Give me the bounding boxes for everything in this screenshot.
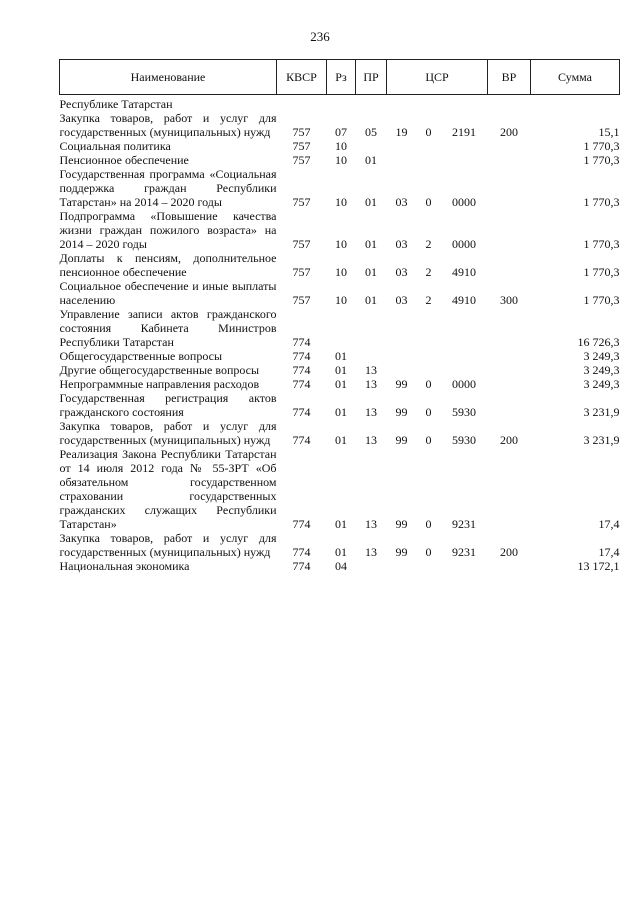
cell-csr-direction	[441, 139, 488, 153]
cell-pr: 13	[365, 377, 377, 391]
cell-pr	[356, 559, 387, 573]
cell-sum: 1 770,3	[583, 293, 620, 307]
page-number: 236	[310, 29, 330, 44]
header-rz: Рз	[327, 60, 356, 95]
header-kvsr: КВСР	[277, 60, 327, 95]
cell-vr	[488, 307, 531, 349]
cell-csr-direction: 0000	[452, 237, 476, 251]
cell-vr	[488, 167, 531, 209]
cell-pr	[356, 349, 387, 363]
cell-kvsr: 757	[292, 125, 311, 139]
cell-pr	[356, 139, 387, 153]
table-row	[60, 447, 620, 531]
cell-sum: 17,4	[598, 545, 620, 559]
cell-csr-subprogram: 0	[425, 433, 432, 447]
cell-csr-program	[387, 95, 417, 112]
cell-kvsr: 757	[292, 237, 311, 251]
cell-csr-subprogram	[417, 307, 441, 349]
cell-kvsr: 774	[292, 433, 311, 447]
table-row	[60, 279, 620, 307]
table-row	[60, 349, 620, 363]
cell-pr: 01	[365, 153, 377, 167]
cell-csr-program: 99	[395, 433, 408, 447]
cell-kvsr: 774	[292, 559, 311, 573]
cell-csr-subprogram: 2	[425, 265, 432, 279]
cell-rz	[327, 95, 356, 112]
cell-csr-subprogram: 0	[425, 405, 432, 419]
cell-vr: 200	[500, 545, 519, 559]
cell-pr: 01	[365, 265, 377, 279]
cell-csr-program	[387, 559, 417, 573]
cell-name: Республике Татарстан	[59, 97, 173, 111]
cell-name: Управление записи актов гражданского состояния Кабинета Министров Республики Татарстан	[59, 307, 277, 349]
cell-name: Государственная регистрация актов гражданского состояния	[59, 391, 277, 419]
cell-pr: 13	[365, 517, 377, 531]
table-row	[60, 251, 620, 279]
table-row	[60, 209, 620, 251]
cell-csr-subprogram: 0	[425, 545, 432, 559]
cell-vr	[488, 559, 531, 573]
cell-csr-subprogram: 0	[425, 195, 432, 209]
cell-csr-direction: 2191	[452, 125, 476, 139]
cell-csr-direction	[441, 95, 488, 112]
table-row	[60, 307, 620, 349]
cell-vr	[488, 363, 531, 377]
header-name: Наименование	[60, 60, 277, 95]
cell-csr-program	[387, 307, 417, 349]
cell-kvsr: 774	[292, 363, 311, 377]
cell-pr: 13	[365, 545, 377, 559]
cell-csr-direction: 9231	[452, 545, 476, 559]
cell-csr-program	[387, 349, 417, 363]
cell-csr-subprogram: 0	[425, 377, 432, 391]
cell-csr-subprogram	[417, 363, 441, 377]
header-sum: Сумма	[531, 60, 620, 95]
cell-name: Подпрограмма «Повышение качества жизни граждан пожилого возраста» на 2014 – 2020 годы	[59, 209, 277, 251]
cell-csr-direction: 0000	[452, 195, 476, 209]
cell-sum: 1 770,3	[583, 195, 620, 209]
cell-vr	[488, 391, 531, 419]
cell-pr: 13	[365, 433, 377, 447]
cell-kvsr: 757	[292, 293, 311, 307]
cell-name: Непрограммные направления расходов	[59, 377, 260, 391]
cell-sum: 15,1	[598, 125, 620, 139]
cell-csr-program: 99	[395, 545, 408, 559]
table-row	[60, 559, 620, 573]
cell-sum: 13 172,1	[577, 559, 620, 573]
cell-kvsr: 774	[292, 349, 311, 363]
cell-csr-subprogram	[417, 95, 441, 112]
cell-rz: 01	[335, 433, 347, 447]
cell-name: Социальное обеспечение и иные выплаты населению	[59, 279, 277, 307]
cell-vr: 200	[500, 125, 519, 139]
cell-name: Закупка товаров, работ и услуг для государственных (муниципальных) нужд	[59, 419, 277, 447]
cell-name: Национальная экономика	[59, 559, 190, 573]
cell-kvsr: 774	[292, 517, 311, 531]
cell-rz: 07	[335, 125, 347, 139]
cell-csr-subprogram: 0	[425, 517, 432, 531]
cell-csr-program	[387, 363, 417, 377]
cell-sum: 16 726,3	[577, 335, 620, 349]
cell-csr-direction: 9231	[452, 517, 476, 531]
cell-csr-subprogram: 0	[425, 125, 432, 139]
cell-csr-program	[387, 139, 417, 153]
cell-kvsr	[277, 95, 327, 112]
budget-table	[59, 59, 620, 573]
cell-rz: 01	[335, 363, 347, 377]
cell-csr-subprogram	[417, 559, 441, 573]
cell-pr: 13	[365, 363, 377, 377]
cell-rz	[327, 307, 356, 349]
cell-sum: 3 249,3	[583, 363, 620, 377]
cell-sum: 3 231,9	[583, 405, 620, 419]
cell-kvsr: 757	[292, 153, 311, 167]
cell-csr-program: 99	[395, 517, 408, 531]
table-row	[60, 153, 620, 167]
cell-kvsr: 757	[292, 139, 311, 153]
cell-vr	[488, 349, 531, 363]
cell-sum: 17,4	[598, 517, 620, 531]
cell-csr-direction	[441, 349, 488, 363]
cell-sum	[531, 95, 620, 112]
cell-csr-direction: 0000	[452, 377, 476, 391]
cell-csr-subprogram	[417, 153, 441, 167]
cell-name: Пенсионное обеспечение	[59, 153, 189, 167]
cell-rz: 01	[335, 377, 347, 391]
cell-csr-program: 03	[395, 237, 408, 251]
cell-vr: 300	[500, 293, 519, 307]
cell-csr-direction	[441, 153, 488, 167]
cell-csr-subprogram: 2	[425, 293, 432, 307]
cell-rz: 01	[335, 405, 347, 419]
cell-name: Общегосударственные вопросы	[59, 349, 223, 363]
cell-rz: 10	[335, 139, 347, 153]
cell-rz: 01	[335, 545, 347, 559]
cell-csr-program	[387, 153, 417, 167]
table-row	[60, 139, 620, 153]
header-pr: ПР	[356, 60, 387, 95]
cell-csr-direction	[441, 559, 488, 573]
cell-rz: 01	[335, 349, 347, 363]
cell-sum: 3 249,3	[583, 349, 620, 363]
cell-name: Социальная политика	[59, 139, 171, 153]
cell-vr	[488, 209, 531, 251]
cell-name: Реализация Закона Республики Татарстан от 14 июля 2012 года № 55-ЗРТ «Об обязательном государственном страховании государственных гражданских служащих Республики Татарстан»	[59, 447, 277, 531]
cell-pr: 05	[365, 125, 377, 139]
cell-name: Государственная программа «Социальная поддержка граждан Республики Татарстан» на 2014 – 2020 годы	[59, 167, 277, 209]
cell-kvsr: 757	[292, 195, 311, 209]
cell-csr-program: 03	[395, 293, 408, 307]
cell-csr-direction	[441, 307, 488, 349]
header-vr: ВР	[488, 60, 531, 95]
cell-name: Доплаты к пенсиям, дополнительное пенсионное обеспечение	[59, 251, 277, 279]
cell-csr-program: 03	[395, 195, 408, 209]
cell-sum: 1 770,3	[583, 153, 620, 167]
cell-kvsr: 774	[292, 377, 311, 391]
cell-pr: 01	[365, 195, 377, 209]
cell-vr	[488, 139, 531, 153]
cell-sum: 3 231,9	[583, 433, 620, 447]
cell-rz: 10	[335, 153, 347, 167]
cell-rz: 10	[335, 265, 347, 279]
table-row	[60, 391, 620, 419]
cell-vr	[488, 447, 531, 531]
cell-rz: 01	[335, 517, 347, 531]
cell-sum: 1 770,3	[583, 237, 620, 251]
cell-csr-direction: 4910	[452, 293, 476, 307]
cell-kvsr: 774	[292, 545, 311, 559]
cell-vr	[488, 377, 531, 391]
cell-csr-subprogram	[417, 349, 441, 363]
cell-name: Другие общегосударственные вопросы	[59, 363, 260, 377]
cell-sum: 3 249,3	[583, 377, 620, 391]
cell-rz: 04	[335, 559, 347, 573]
cell-vr	[488, 251, 531, 279]
cell-pr: 13	[365, 405, 377, 419]
cell-csr-direction	[441, 363, 488, 377]
cell-csr-direction: 4910	[452, 265, 476, 279]
header-csr: ЦСР	[387, 60, 488, 95]
cell-csr-direction: 5930	[452, 405, 476, 419]
cell-pr: 01	[365, 237, 377, 251]
table-row	[60, 167, 620, 209]
table-row	[60, 531, 620, 559]
cell-sum: 1 770,3	[583, 139, 620, 153]
cell-rz: 10	[335, 195, 347, 209]
cell-kvsr: 774	[292, 335, 311, 349]
cell-vr	[488, 153, 531, 167]
table-row	[60, 377, 620, 391]
table-header-row	[60, 60, 620, 95]
cell-vr	[488, 95, 531, 112]
cell-csr-program: 19	[395, 125, 408, 139]
cell-rz: 10	[335, 237, 347, 251]
cell-name: Закупка товаров, работ и услуг для государственных (муниципальных) нужд	[59, 531, 277, 559]
cell-kvsr: 757	[292, 265, 311, 279]
cell-pr: 01	[365, 293, 377, 307]
cell-csr-subprogram	[417, 139, 441, 153]
cell-name: Закупка товаров, работ и услуг для государственных (муниципальных) нужд	[59, 111, 277, 139]
cell-sum: 1 770,3	[583, 265, 620, 279]
cell-csr-subprogram: 2	[425, 237, 432, 251]
cell-rz: 10	[335, 293, 347, 307]
cell-kvsr: 774	[292, 405, 311, 419]
table-row	[60, 95, 620, 112]
table-row	[60, 111, 620, 139]
cell-csr-program: 03	[395, 265, 408, 279]
cell-csr-direction: 5930	[452, 433, 476, 447]
cell-pr	[356, 307, 387, 349]
cell-csr-program: 99	[395, 377, 408, 391]
table-row	[60, 419, 620, 447]
cell-csr-program: 99	[395, 405, 408, 419]
cell-pr	[356, 95, 387, 112]
cell-vr: 200	[500, 433, 519, 447]
table-row	[60, 363, 620, 377]
